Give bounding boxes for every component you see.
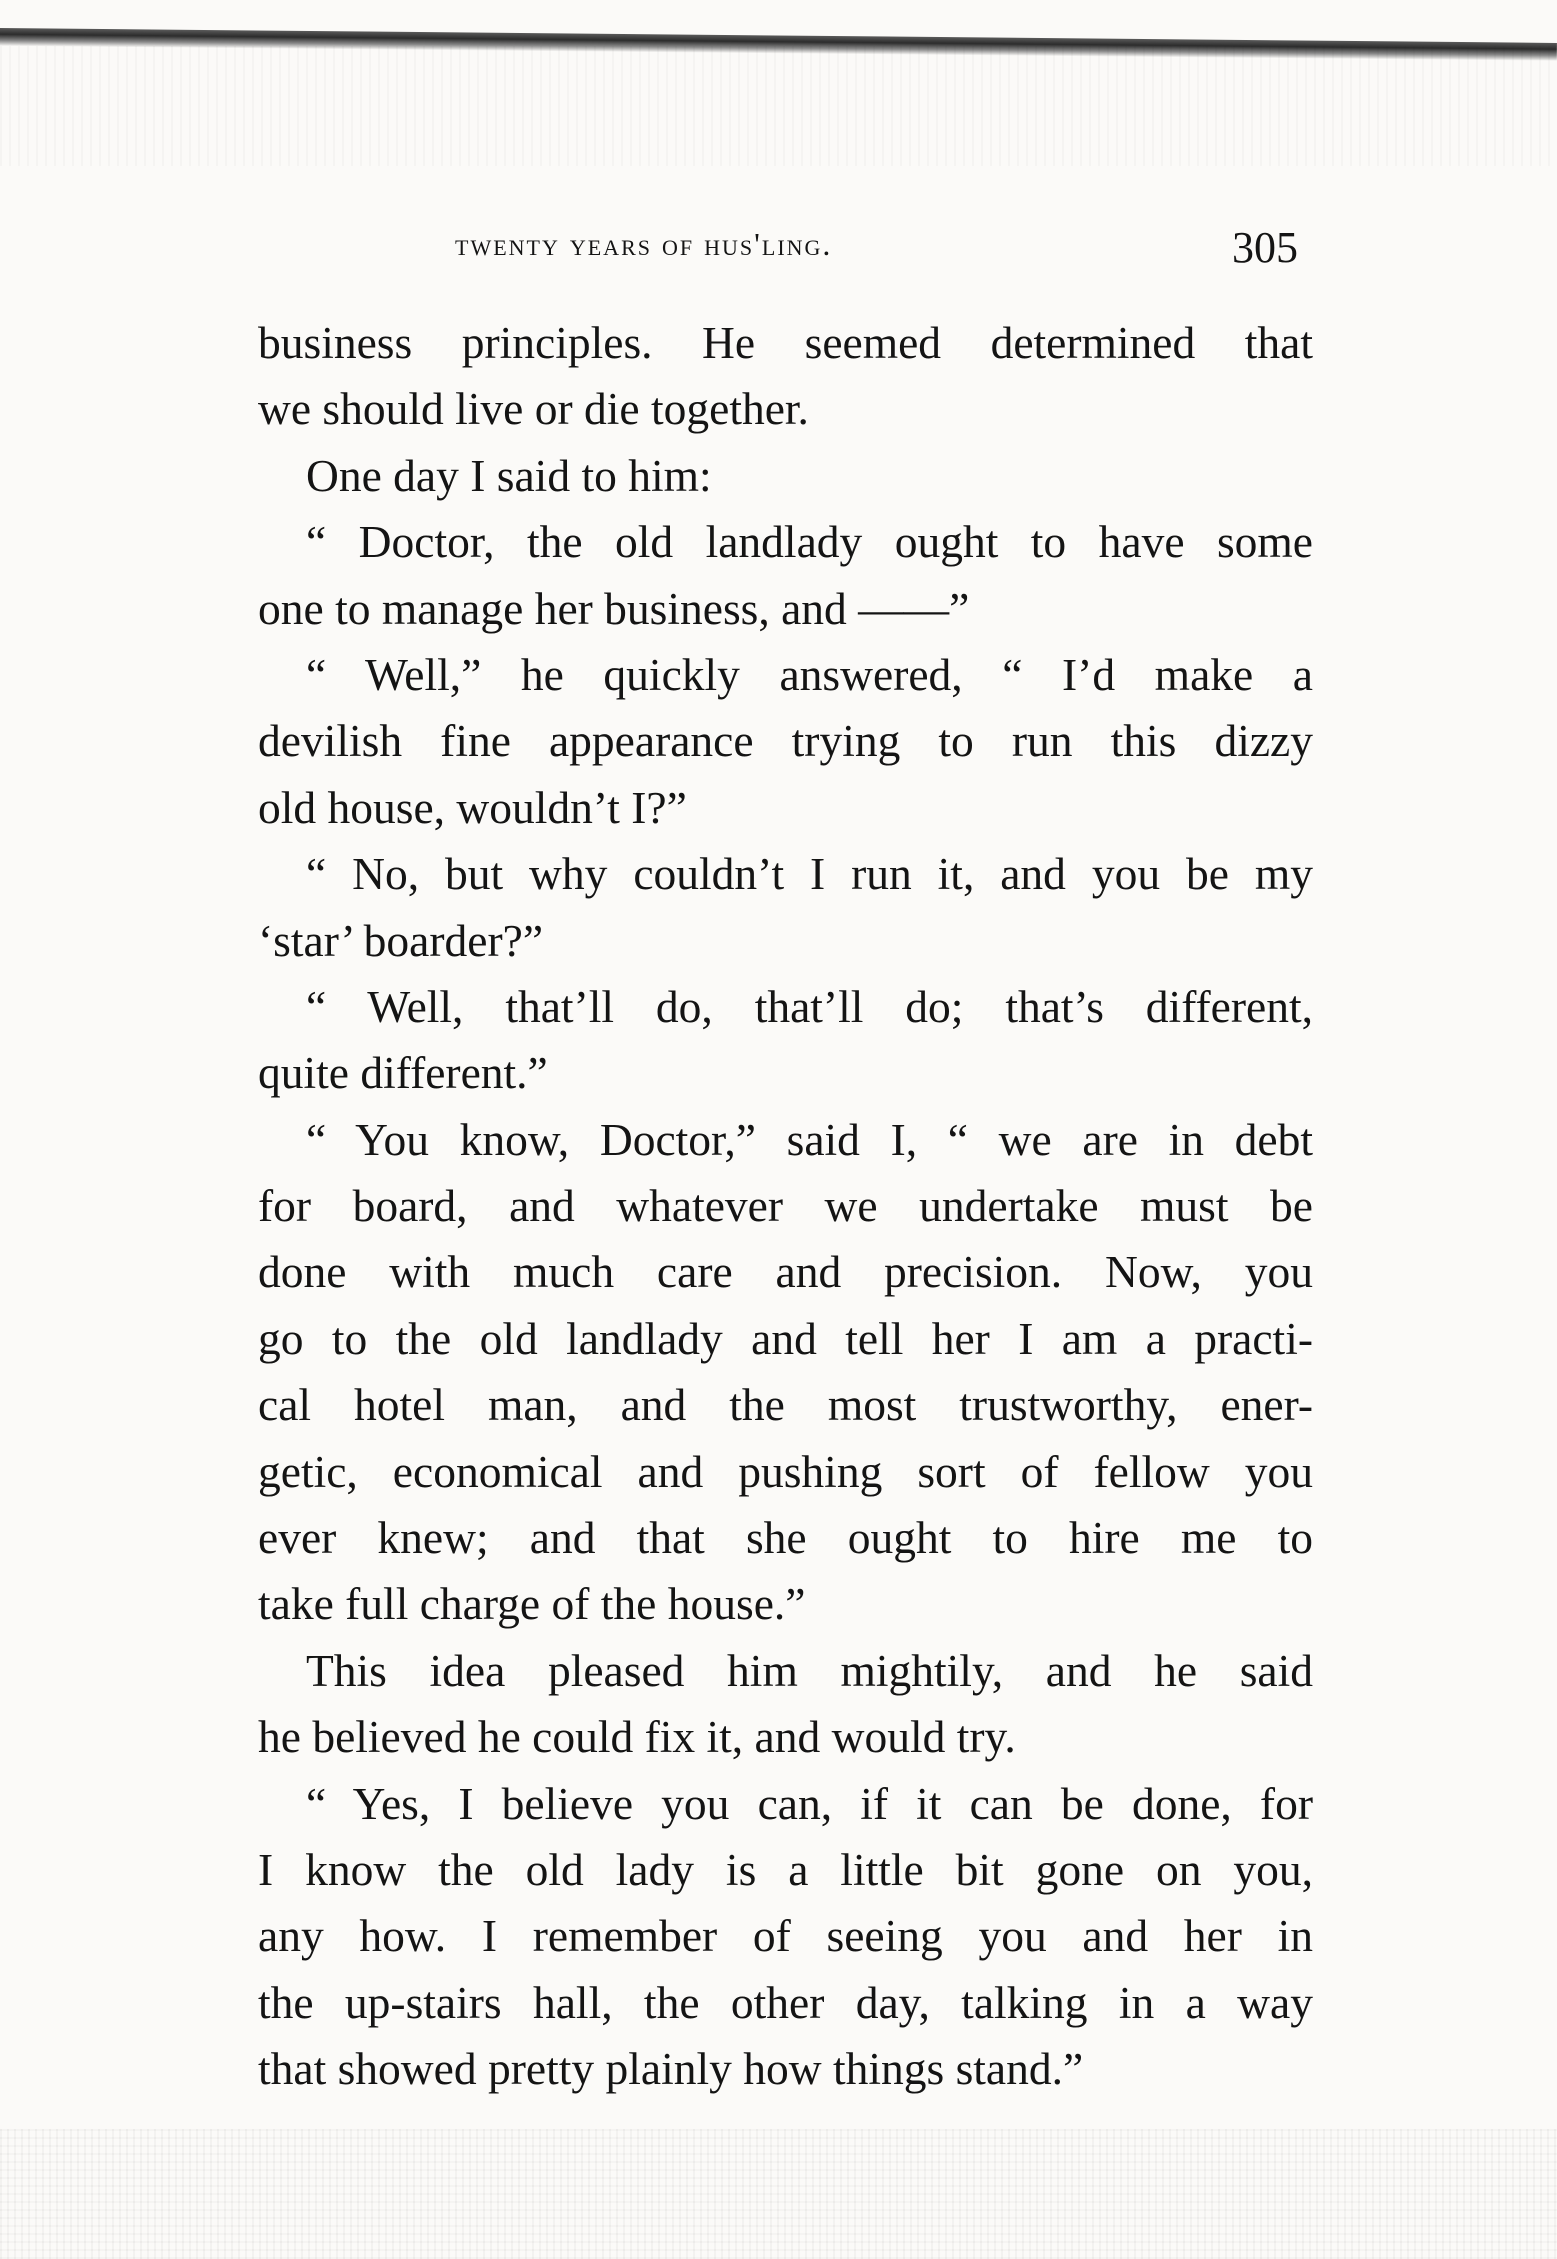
text-line: “ Yes, I believe you can, if it can be done, for — [306, 1777, 1313, 1829]
text-line: go to the old landlady and tell her I am a practi- — [258, 1312, 1313, 1364]
text-line: quite different.” — [258, 1047, 548, 1099]
text-line: one to manage her business, and ——” — [258, 582, 970, 634]
text-line: business principles. He seemed determined that — [258, 317, 1313, 368]
text-line: This idea pleased him mightily, and he said — [306, 1644, 1313, 1696]
text-line: old house, wouldn’t I?” — [258, 781, 687, 833]
text-line: cal hotel man, and the most trustworthy, ener- — [258, 1379, 1313, 1431]
text-line: “ No, but why couldn’t I run it, and you be my — [306, 848, 1313, 900]
text-line: One day I said to him: — [306, 449, 712, 501]
text-line: we should live or die together. — [258, 383, 809, 435]
text-line: any how. I remember of seeing you and her in — [258, 1910, 1313, 1962]
text-line: “ You know, Doctor,” said I, “ we are in debt — [306, 1113, 1313, 1165]
scan-noise-top — [0, 46, 1557, 166]
text-line: done with much care and precision. Now, you — [258, 1246, 1313, 1298]
scan-noise-bottom — [0, 2129, 1557, 2259]
text-line: “ Well, that’ll do, that’ll do; that’s different, — [306, 980, 1313, 1032]
text-line: he believed he could fix it, and would try. — [258, 1711, 1016, 1763]
body-text — [258, 310, 1313, 2103]
text-line: “ Well,” he quickly answered, “ I’d make a — [306, 648, 1313, 700]
text-line: ‘star’ boarder?” — [258, 914, 544, 966]
text-line: take full charge of the house.” — [258, 1578, 806, 1630]
text-line: getic, economical and pushing sort of fellow you — [258, 1445, 1313, 1497]
running-head: twenty years of hus'ling. — [455, 226, 833, 262]
text-line: I know the old lady is a little bit gone on you, — [258, 1843, 1313, 1895]
page-number: 305 — [1232, 223, 1298, 272]
text-line: that showed pretty plainly how things stand.” — [258, 2043, 1084, 2095]
text-line: ever knew; and that she ought to hire me to — [258, 1512, 1313, 1564]
text-line: devilish fine appearance trying to run this dizzy — [258, 715, 1313, 767]
text-line: for board, and whatever we undertake must be — [258, 1180, 1313, 1232]
text-line: the up-stairs hall, the other day, talking in a way — [258, 1976, 1313, 2028]
text-line: “ Doctor, the old landlady ought to have some — [306, 516, 1313, 568]
